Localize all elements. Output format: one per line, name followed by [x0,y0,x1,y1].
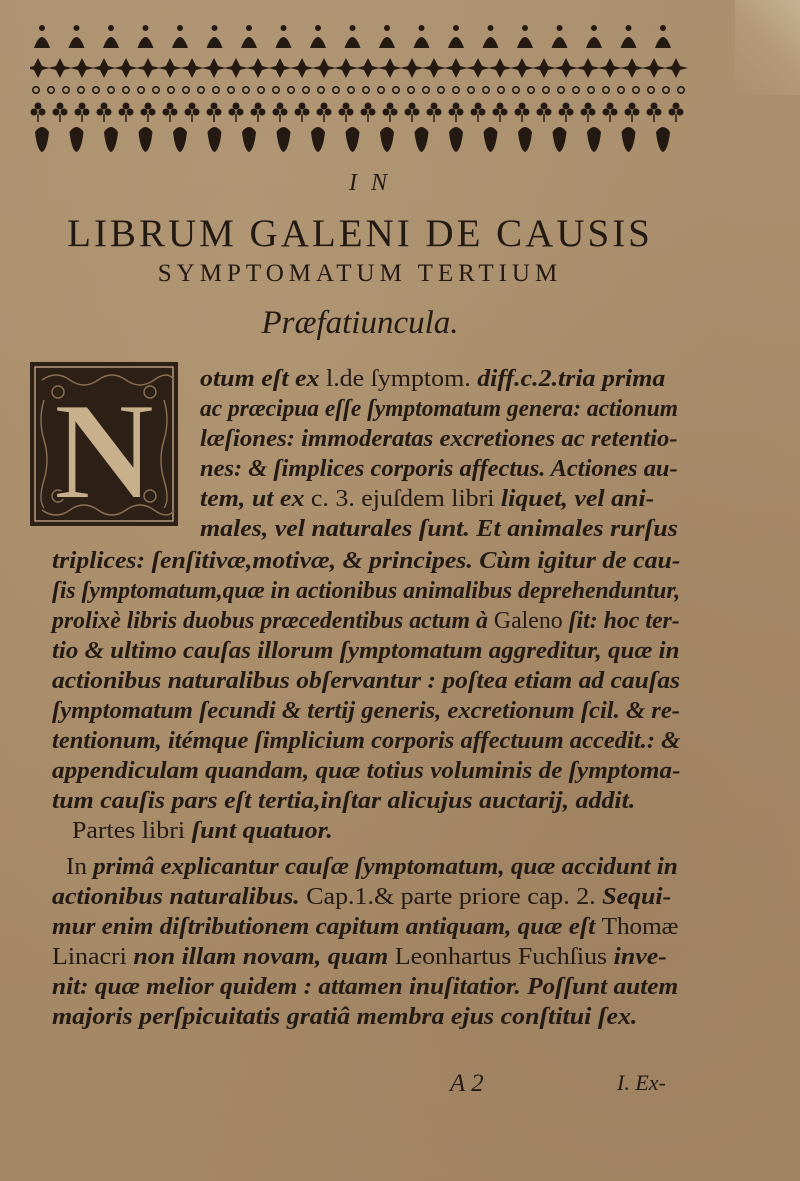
text-line: Partes libri ſunt quatuor. [72,818,333,844]
text-line: actionibus naturalibus obſervantur : poſtea etiam ad cauſas [52,668,681,694]
text-line: ſymptomatum ſecundi & tertij generis, excretionum ſcil. & re- [52,698,680,724]
text-line: mur enim diſtributionem capitum antiquam, quæ eſt Thomæ [52,914,679,940]
text-line: prolixè libris duobus præcedentibus actum à Galeno ſit: hoc ter- [52,608,680,634]
text-line: læſiones: immoderatas excretiones ac retentio- [200,426,678,452]
text-line: triplices: ſenſitivæ,motivæ, & principes. Cùm igitur de cau- [52,548,681,574]
title-line-1: LIBRUM GALENI DE CAUSIS [67,212,653,255]
text-line: ſis ſymptomatum,quæ in actionibus animalibus deprehenduntur, [52,578,681,604]
signature-mark: A 2 [450,1070,484,1097]
text-line: tio & ultimo cauſas illorum ſymptomatum aggreditur, quæ in [52,638,680,664]
title-line-2: SYMPTOMATUM TERTIUM [157,260,563,287]
initial-letter: N [53,374,155,528]
text-line: nit: quæ melior quidem : attamen inuſitatior. Poſſunt autem [52,974,679,1000]
text-line: tum cauſis pars eſt tertia,inſtar alicujus auctarij, addit. [52,788,636,814]
text-line: males, vel naturales ſunt. Et animales rurſus [200,516,678,542]
text-line: Linacri non illam novam, quam Leonhartus Fuchſius inve- [52,944,667,970]
page-corner-fold [735,0,800,95]
text-line: nes: & ſimplices corporis affectus. Actiones au- [200,456,678,482]
text-line: In primâ explicantur cauſæ ſymptomatum, quæ accidunt in [66,854,678,880]
text-line: ac præcipua eſſe ſymptomatum genera: actionum [200,396,678,422]
text-line: otum eſt ex l.de ſymptom. diff.c.2.tria prima [200,366,666,392]
text-line: actionibus naturalibus. Cap.1.& parte priore cap. 2. Sequi- [52,884,672,910]
decorated-initial-n [28,360,180,528]
printers-ornament-band [30,18,695,158]
text-line: tentionum, itémque ſimplicium corporis affectuum accedit.: & [52,728,681,754]
text-line: tem, ut ex c. 3. ejuſdem libri liquet, vel ani- [200,486,655,512]
text-line: majoris perſpicuitatis gratiâ membra ejus conſtitui ſex. [52,1004,638,1030]
catchword: I. Ex- [617,1070,666,1095]
heading-in: I N [349,170,391,196]
praefatiuncula-heading: Præfatiuncula. [261,305,459,341]
text-line: appendiculam quandam, quæ totius voluminis de ſymptoma- [52,758,681,784]
